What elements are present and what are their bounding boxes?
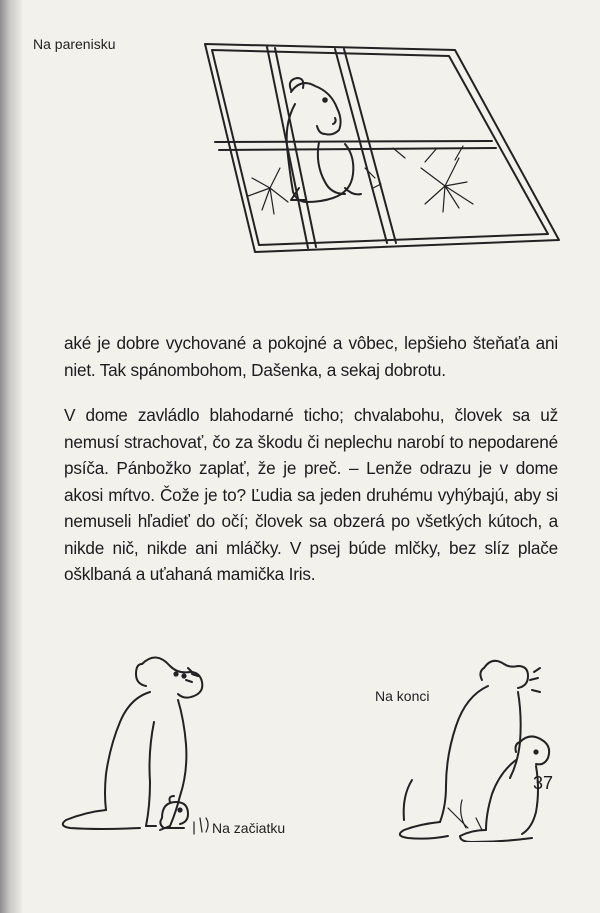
grown-dogs-illustration	[388, 650, 560, 842]
small-puppy	[160, 796, 188, 828]
caption-start: Na začiatku	[212, 820, 286, 836]
paragraph-1: aké je dobre vychované a pokojné a vôbec, lepšieho šteňaťa ani niet. Tak spánombohom, Dašenka, a sekaj dobrotu.	[64, 333, 558, 380]
page-number: 37	[533, 773, 554, 793]
caption-window: Na parenisku	[33, 36, 116, 52]
caption-end: Na konci	[375, 688, 430, 704]
puppy-figure	[287, 78, 361, 202]
glass-cracks	[248, 146, 473, 214]
puppy-window-illustration	[195, 38, 575, 260]
paragraph-2: V dome zavládlo blahodarné ticho; chvalabohu, človek sa už nemusí strachovať, čo za škodu či neplechu narobí to nepodarené psíča. Pánbožko zaplať, že je preč. – Lenže odrazu je v dome akosi mŕtvo. Čože je to? Ľudia sa jeden druhému vyhýbajú, aby si nemuseli hľadieť do očí; človek sa obzerá po všetkých kútoch, a nikde nič, nikde ani mláčky. V psej búde mlčky, bez slíz plače ošklbaná a uťahaná mamička Iris.	[64, 405, 558, 584]
page-gutter-shadow	[0, 0, 22, 913]
window-frame	[205, 44, 559, 252]
mother-and-puppy-illustration	[58, 652, 218, 842]
